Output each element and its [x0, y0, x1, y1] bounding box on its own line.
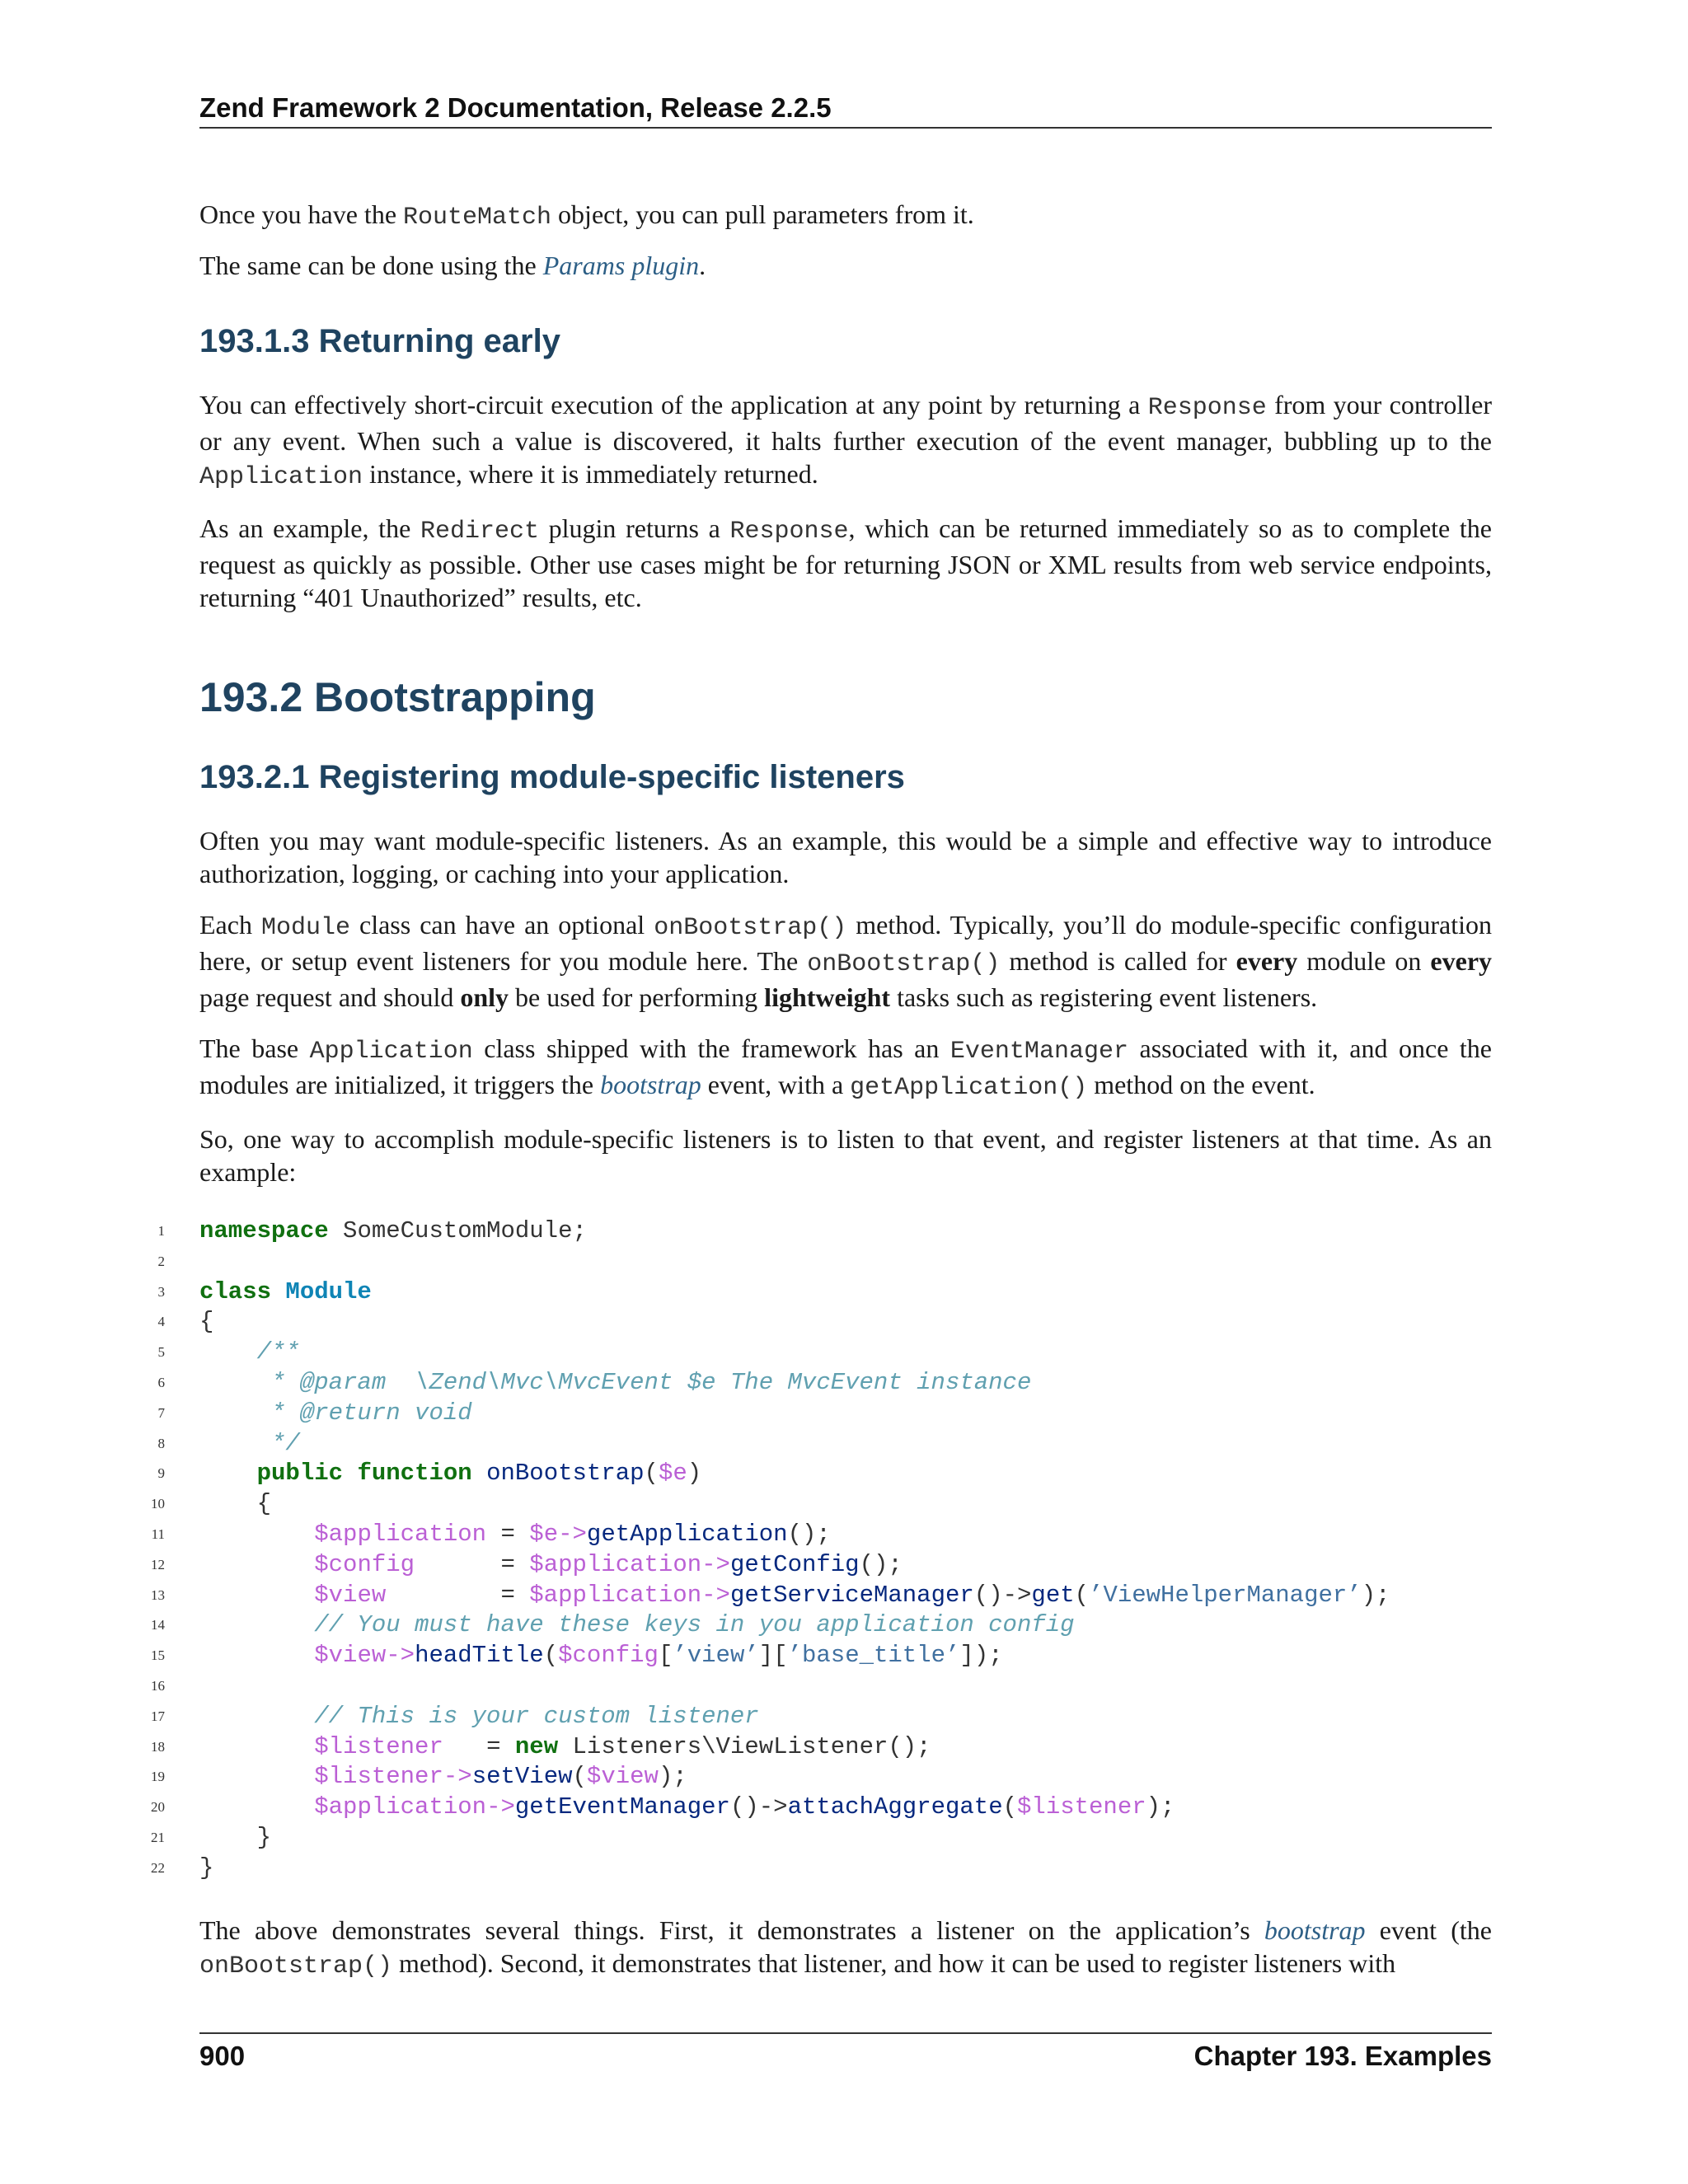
line-number: 11	[151, 1526, 165, 1542]
line-number: 14	[151, 1617, 165, 1633]
section-heading-returning-early: 193.1.3 Returning early	[199, 323, 560, 359]
line-number: 4	[157, 1314, 165, 1330]
paragraph-base-application: The base Application class shipped with the framework has an EventManager associated with it, and once the modules are initialized, it triggers the bootstrap event, with a getApplication() method on the event.	[199, 1033, 1493, 1102]
line-number: 21	[151, 1829, 165, 1845]
bootstrap-event-link[interactable]: bootstrap	[600, 1070, 701, 1099]
code-line: 14 // You must have these keys in you application config	[148, 1610, 1550, 1641]
line-number: 7	[157, 1404, 165, 1421]
main-content	[199, 198, 1492, 1207]
code-line	[148, 1247, 1550, 1277]
line-number: 10	[151, 1496, 165, 1512]
code-line: 7 * @return void	[148, 1399, 1550, 1429]
code-line: 15 $view->headTitle($config[’view’][’base_title’]);	[148, 1641, 1550, 1671]
paragraph-short-circuit: You can effectively short-circuit execution of the application at any point by returning a Response from your controller or any event. When such a value is discovered, it halts further execution of the event manager, bubbling up to the Application instance, where it is immediately returned.	[199, 390, 1493, 491]
code-line: 20 $application->getEventManager()->attachAggregate($listener);	[148, 1793, 1550, 1823]
code-line: 6 * @param \Zend\Mvc\MvcEvent $e The MvcEvent instance	[148, 1368, 1550, 1399]
section-heading-registering-listeners: 193.2.1 Registering module-specific listeners	[199, 759, 905, 795]
line-number: 18	[151, 1738, 165, 1755]
code-line: 17 // This is your custom listener	[148, 1702, 1550, 1732]
code-line: 3 class Module	[148, 1277, 1550, 1308]
code-line: 4 {	[148, 1307, 1550, 1338]
code-line: 8 */	[148, 1429, 1550, 1460]
code-line: 10 {	[148, 1489, 1550, 1520]
running-header: Zend Framework 2 Documentation, Release 2.2.5	[199, 92, 1492, 129]
inline-code: RouteMatch	[403, 204, 552, 232]
paragraph-params-plugin: The same can be done using the Params plugin.	[199, 251, 706, 280]
line-number: 19	[151, 1769, 165, 1785]
paragraph-redirect-example: As an example, the Redirect plugin returns a Response, which can be returned immediately so as to complete the request as quickly as possible. Other use cases might be for returning JSON or XML results from web service endpoints, returning “401 Unauthorized” results, etc.	[199, 513, 1492, 612]
code-line: 11 $application = $e->getApplication();	[148, 1520, 1550, 1550]
code-line: 9 public function onBootstrap($e)	[148, 1459, 1550, 1489]
line-number: 1	[157, 1223, 165, 1239]
code-line: 18 $listener = new Listeners\ViewListener();	[148, 1732, 1550, 1763]
paragraph-onbootstrap: Each Module class can have an optional onBootstrap() method. Typically, you’ll do module-specific configuration here, or setup event listeners for you module here. The onBootstrap() method is called for every module on every page request and should only be used for performing lightweight tasks such as registering event listeners.	[199, 910, 1493, 1012]
paragraph-example-intro: So, one way to accomplish module-specific listeners is to listen to that event, and register listeners at that time. As an example:	[199, 1124, 1492, 1187]
line-number: 3	[157, 1283, 165, 1300]
code-line: 5 /**	[148, 1338, 1550, 1368]
line-number: 12	[151, 1556, 165, 1572]
page-number: 900	[199, 2041, 246, 2071]
line-number: 17	[151, 1708, 165, 1724]
running-footer	[199, 2032, 1492, 2072]
params-plugin-link[interactable]: Params plugin	[542, 251, 700, 280]
code-line: 1 namespace SomeCustomModule;	[148, 1216, 1550, 1247]
line-number: 13	[151, 1586, 165, 1603]
line-number: 8	[157, 1435, 165, 1451]
line-number: 16	[151, 1677, 165, 1694]
code-line: 13 $view = $application->getServiceManager()->get(’ViewHelperManager’);	[148, 1581, 1550, 1611]
paragraph-demonstrates: The above demonstrates several things. First, it demonstrates a listener on the application’s bootstrap event (the onBootstrap() method). Second, it demonstrates that listener, and how it can be used to register listeners with	[199, 1915, 1493, 1980]
code-line: 21 }	[148, 1823, 1550, 1854]
chapter-title: Chapter 193. Examples	[1193, 2041, 1492, 2071]
bootstrap-event-link[interactable]: bootstrap	[1264, 1915, 1366, 1945]
line-number: 15	[151, 1647, 165, 1664]
section-heading-bootstrapping: 193.2 Bootstrapping	[199, 674, 596, 720]
line-number: 6	[157, 1374, 165, 1390]
line-number: 22	[151, 1859, 165, 1876]
code-line: 19 $listener->setView($view);	[148, 1762, 1550, 1793]
line-number: 20	[151, 1799, 165, 1816]
code-line: 12 $config = $application->getConfig();	[148, 1550, 1550, 1581]
line-number: 9	[157, 1465, 165, 1482]
code-listing	[148, 1216, 1550, 1884]
paragraph-routematch: Once you have the RouteMatch object, you can pull parameters from it.	[199, 199, 974, 232]
line-number: 2	[157, 1253, 165, 1269]
code-line: 22 }	[148, 1854, 1550, 1884]
paragraph-module-listeners: Often you may want module-specific listeners. As an example, this would be a simple and effective way to introduce authorization, logging, or caching into your application.	[199, 826, 1492, 888]
line-number: 5	[157, 1344, 165, 1361]
code-line	[148, 1671, 1550, 1702]
